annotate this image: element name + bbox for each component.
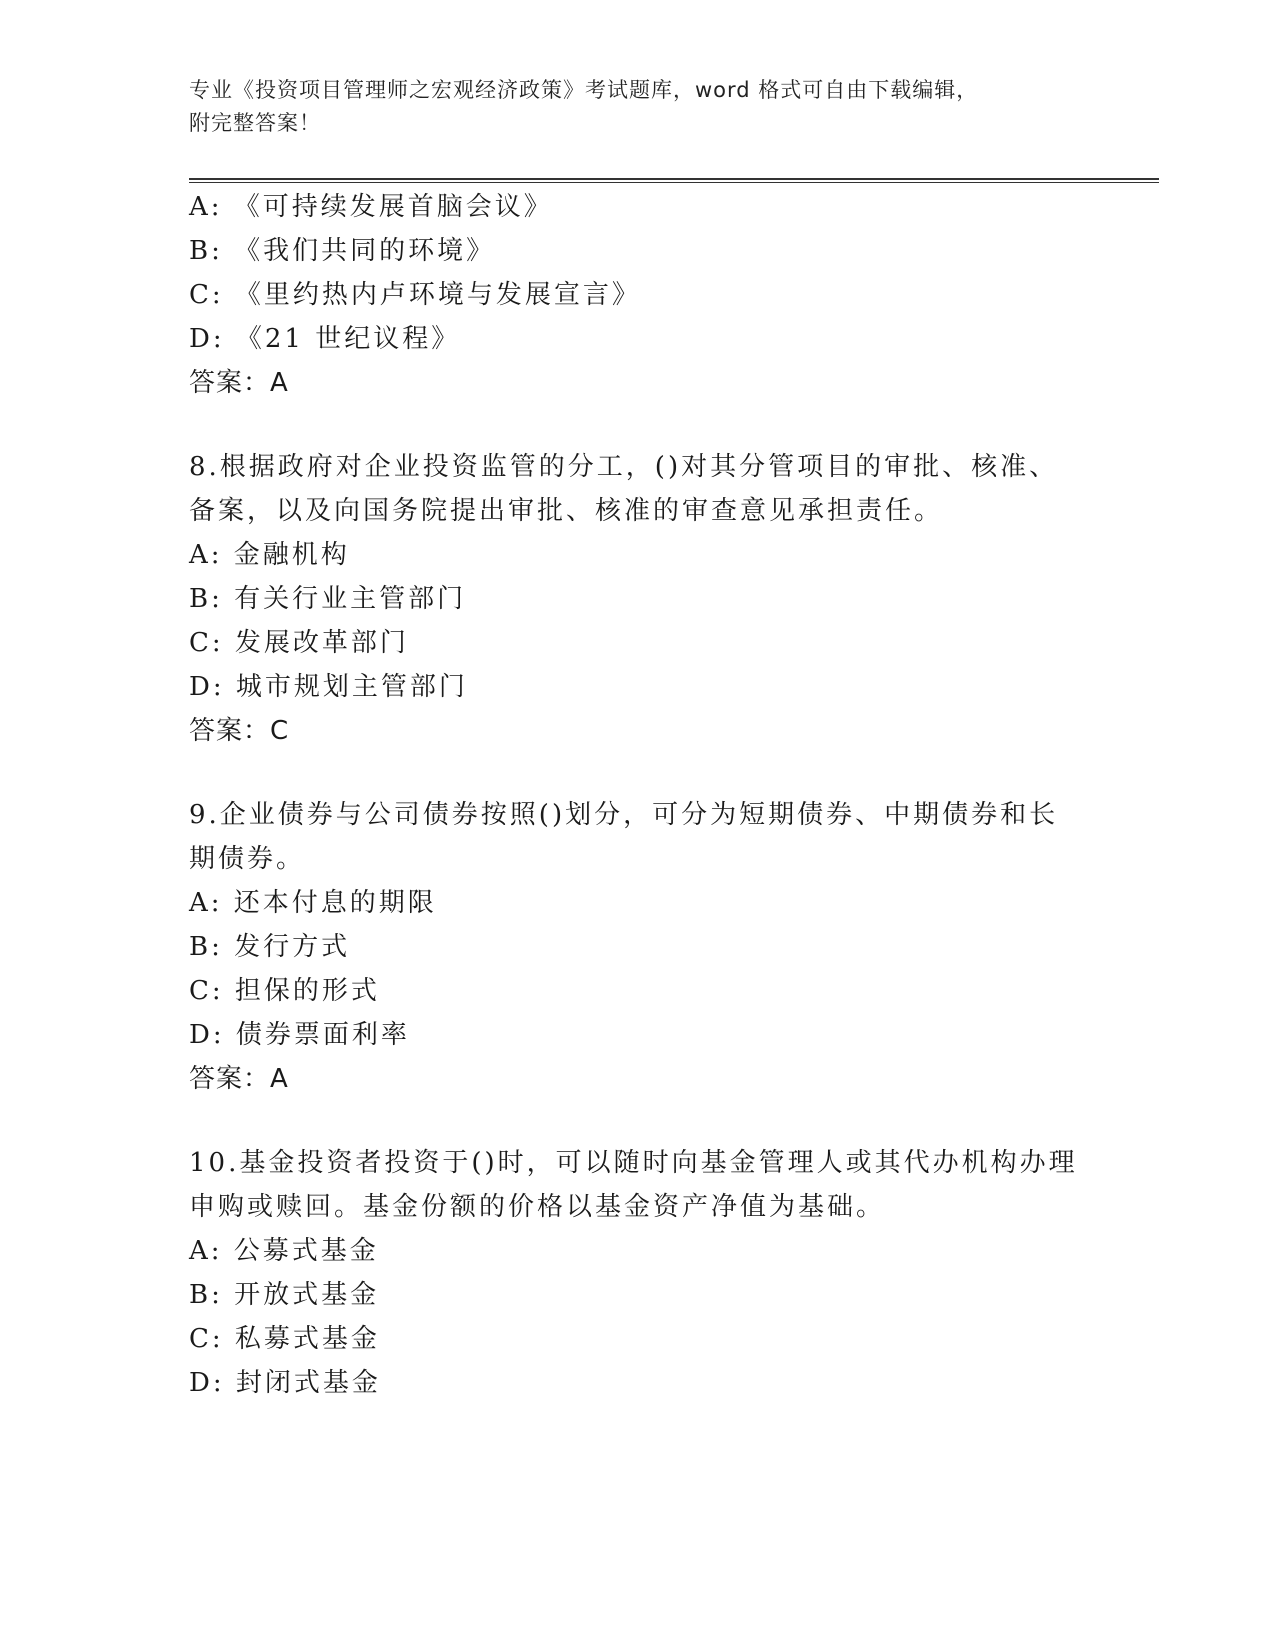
q7-option-c: C: 《里约热内卢环境与发展宣言》	[189, 280, 641, 310]
q10-stem-line-1: 10.基金投资者投资于()时，可以随时向基金管理人或其代办机构办理	[189, 1148, 1078, 1178]
q9-option-d: D: 债券票面利率	[189, 1020, 410, 1050]
q10-stem-line-2: 申购或赎回。基金份额的价格以基金资产净值为基础。	[189, 1192, 886, 1222]
q7-option-a: A: 《可持续发展首脑会议》	[189, 192, 553, 222]
q9-option-c: C: 担保的形式	[189, 976, 380, 1006]
q9-option-b: B: 发行方式	[189, 932, 351, 962]
q8-option-a: A: 金融机构	[189, 540, 350, 570]
q7-answer: 答案：A	[189, 368, 289, 398]
q7-option-b: B: 《我们共同的环境》	[189, 236, 496, 266]
q8-option-d: D: 城市规划主管部门	[189, 672, 468, 702]
q8-option-c: C: 发展改革部门	[189, 628, 409, 658]
q8-stem-line-2: 备案，以及向国务院提出审批、核准的审查意见承担责任。	[189, 496, 944, 526]
header-divider-thick	[189, 178, 1159, 180]
q9-option-a: A: 还本付息的期限	[189, 888, 437, 918]
header-line-2: 附完整答案！	[189, 111, 321, 135]
q10-option-a: A: 公募式基金	[189, 1236, 379, 1266]
document-header	[189, 74, 1089, 140]
q10-option-c: C: 私募式基金	[189, 1324, 380, 1354]
q9-stem-line-1: 9.企业债券与公司债券按照()划分，可分为短期债券、中期债券和长	[189, 800, 1059, 830]
q10-option-d: D: 封闭式基金	[189, 1368, 381, 1398]
header-divider-thin	[189, 182, 1159, 183]
q9-answer: 答案：A	[189, 1064, 289, 1094]
q9-stem-line-2: 期债券。	[189, 844, 306, 874]
q8-stem-line-1: 8.根据政府对企业投资监管的分工，()对其分管项目的审批、核准、	[189, 452, 1059, 482]
q10-option-b: B: 开放式基金	[189, 1280, 380, 1310]
header-line-1: 专业《投资项目管理师之宏观经济政策》考试题库，word 格式可自由下载编辑，	[189, 78, 979, 102]
q8-answer: 答案：C	[189, 716, 290, 746]
q7-option-d: D: 《21 世纪议程》	[189, 324, 461, 354]
q8-option-b: B: 有关行业主管部门	[189, 584, 467, 614]
